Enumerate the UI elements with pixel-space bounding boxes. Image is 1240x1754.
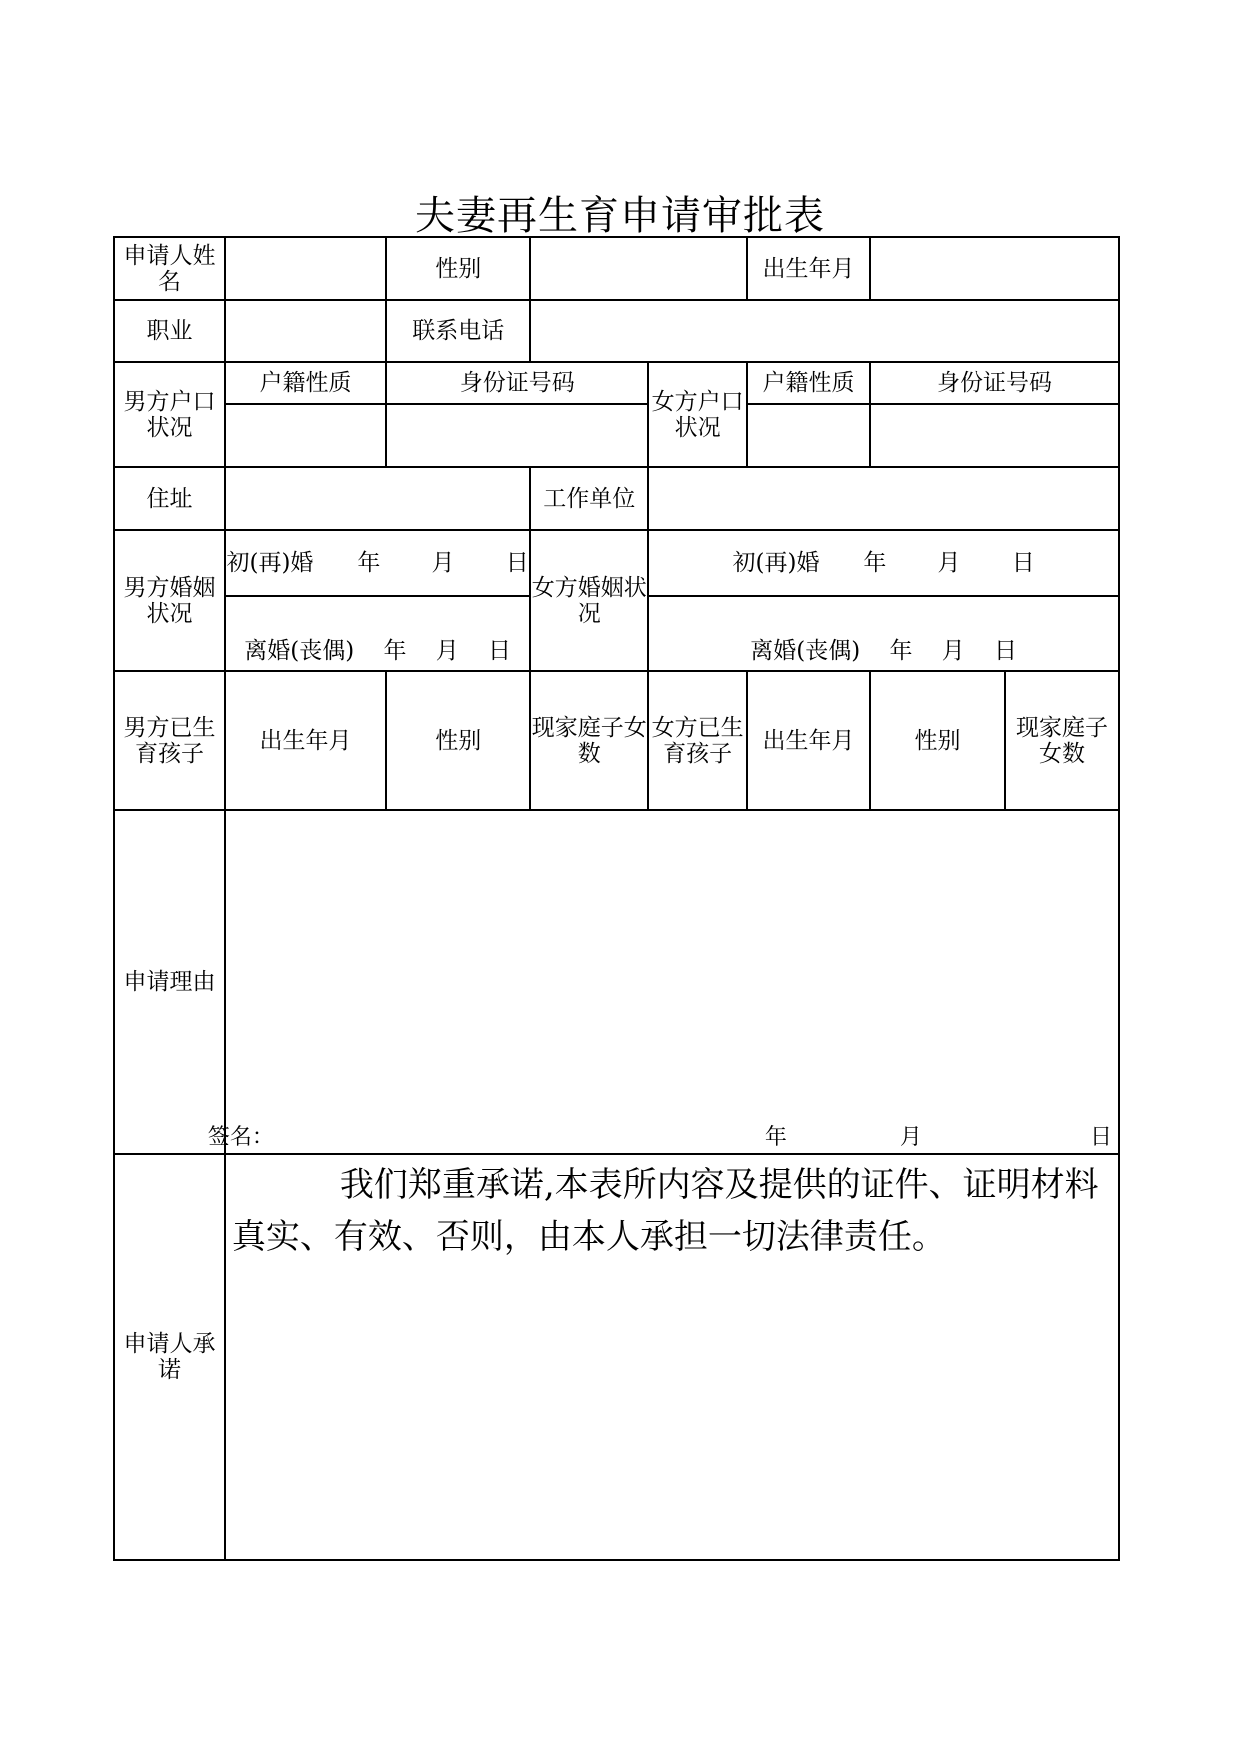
male-hukou-label: 男方户口状况 <box>114 362 225 467</box>
male-children-gender-header: 性别 <box>386 671 530 810</box>
gender-label: 性别 <box>386 237 530 300</box>
male-id-number-header: 身份证号码 <box>386 362 648 404</box>
female-current-children-header: 现家庭子女数 <box>1005 671 1119 810</box>
male-hukou-type-field[interactable] <box>225 404 386 467</box>
signature-year: 年 <box>764 1125 787 1150</box>
signature-label: 签名： <box>207 1125 274 1150</box>
gender-field[interactable] <box>530 237 747 300</box>
reason-field[interactable] <box>207 810 1119 1154</box>
female-children-label: 女方已生育孩子 <box>648 671 747 810</box>
birth-month-label: 出生年月 <box>747 237 870 300</box>
application-form-table <box>113 236 1120 1561</box>
phone-field[interactable] <box>530 300 1119 362</box>
form-title: 夫妻再生育申请审批表 <box>415 193 825 239</box>
female-hukou-type-header: 户籍性质 <box>747 362 870 404</box>
applicant-name-field[interactable] <box>225 237 386 300</box>
occupation-field[interactable] <box>225 300 386 362</box>
applicant-name-label: 申请人姓名 <box>114 237 225 300</box>
promise-label: 申请人承诺 <box>114 1154 225 1560</box>
female-id-number-header: 身份证号码 <box>870 362 1119 404</box>
male-hukou-type-header: 户籍性质 <box>225 362 386 404</box>
female-children-birth-header: 出生年月 <box>747 671 870 810</box>
male-divorce-line[interactable]: 离婚(丧偶) 年 月 日 <box>225 596 530 671</box>
male-id-number-field[interactable] <box>386 404 648 467</box>
address-field[interactable] <box>225 467 530 530</box>
promise-text: 我们郑重承诺,本表所内容及提供的证件、证明材料真实、有效、否则，由本人承担一切法律责任。 <box>231 1165 1099 1257</box>
female-divorce-line[interactable]: 离婚(丧偶) 年 月 日 <box>648 596 1119 671</box>
signature-day: 日 <box>1089 1125 1112 1150</box>
female-hukou-label: 女方户口状况 <box>648 362 747 467</box>
female-marriage-label: 女方婚姻状况 <box>530 530 648 671</box>
male-children-birth-header: 出生年月 <box>225 671 386 810</box>
address-label: 住址 <box>114 467 225 530</box>
female-hukou-type-field[interactable] <box>747 404 870 467</box>
male-children-label: 男方已生育孩子 <box>114 671 225 810</box>
phone-label: 联系电话 <box>386 300 530 362</box>
birth-month-field[interactable] <box>870 237 1119 300</box>
signature-month: 月 <box>899 1125 922 1150</box>
reason-label: 申请理由 <box>114 810 225 1154</box>
promise-field <box>225 1154 1119 1560</box>
female-children-gender-header: 性别 <box>870 671 1005 810</box>
male-marriage-label: 男方婚姻状况 <box>114 530 225 671</box>
signature-date-line <box>207 1125 1118 1151</box>
male-first-marriage-line[interactable]: 初(再)婚 年 月 日 <box>225 530 530 596</box>
occupation-label: 职业 <box>114 300 225 362</box>
male-current-children-header: 现家庭子女数 <box>530 671 648 810</box>
female-first-marriage-line[interactable]: 初(再)婚 年 月 日 <box>648 530 1119 596</box>
female-id-number-field[interactable] <box>870 404 1119 467</box>
work-unit-label: 工作单位 <box>530 467 648 530</box>
work-unit-field[interactable] <box>648 467 1119 530</box>
